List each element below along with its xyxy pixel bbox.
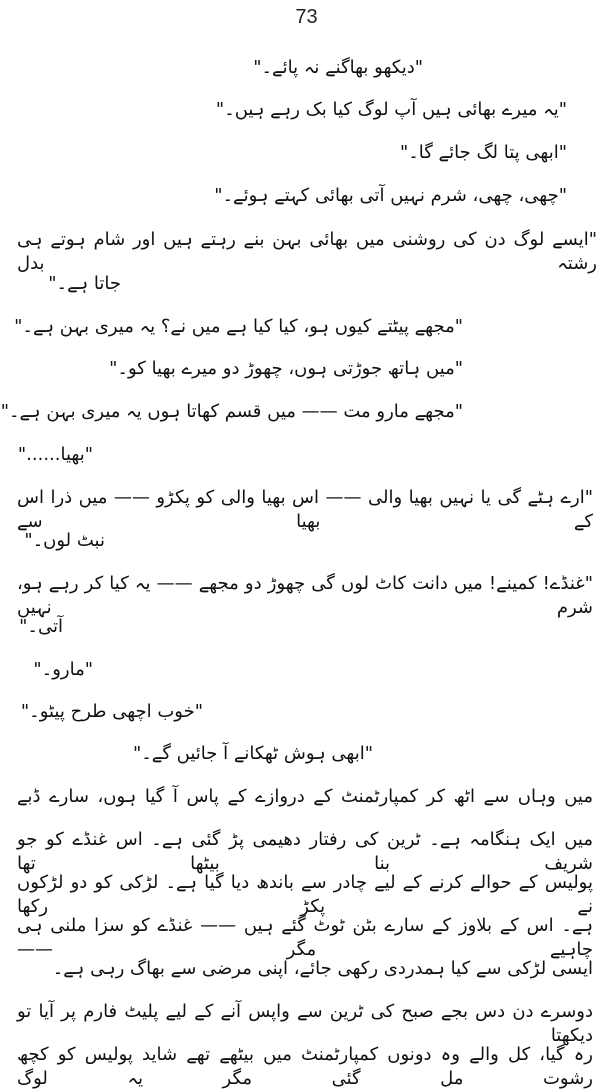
text-line: آتی۔" xyxy=(19,616,63,637)
text-line: "غنڈے! کمینے! میں دانت کاٹ لوں گی چھوڑ دو مجھے —— یہ کیا کر رہے ہو، شرم نہیں xyxy=(17,573,593,618)
text-line: "چھی، چھی، شرم نہیں آتی بھائی کہتے ہوئے۔" xyxy=(214,185,567,206)
text-line: نبٹ لوں۔" xyxy=(24,530,105,551)
text-line: دوسرے دن دس بجے صبح کی ٹرین سے واپس آنے کے لیے پلیٹ فارم پر آیا تو دیکھتا xyxy=(17,1001,593,1046)
text-line: "ابھی پتا لگ جائے گا۔" xyxy=(399,142,567,163)
text-line: میں ایک ہنگامہ ہے۔ ٹرین کی رفتار دھیمی پڑ گئی ہے۔ اس غنڈے کو جو شریف بنا بیٹھا تھا xyxy=(17,829,593,874)
text-line: "بھیا......" xyxy=(17,444,93,465)
text-line: "دیکھو بھاگنے نہ پائے۔" xyxy=(253,57,423,78)
text-line: رہ گیا، کل والے وہ دونوں کمپارٹمنٹ میں بیٹھے تھے شاید پولیس کو کچھ رشوت مل گئی مگر یہ لوگ xyxy=(17,1044,593,1089)
text-line: پولیس کے حوالے کرنے کے لیے چادر سے باندھ دیا گیا ہے۔ لڑکی کو دو لڑکوں نے پکڑ رکھا xyxy=(17,872,593,917)
text-line: "خوب اچھی طرح پیٹو۔" xyxy=(20,701,203,722)
text-line: "میں ہاتھ جوڑتی ہوں، چھوڑ دو میرے بھیا کو۔" xyxy=(109,358,463,379)
text-line: "ارے ہٹے گی یا نہیں بھیا والی —— اس بھیا والی کو پکڑو —— میں ذرا اس کے بھیا سے xyxy=(17,487,593,532)
text-line: جاتا ہے۔" xyxy=(48,273,121,294)
text-line: "مارو۔" xyxy=(33,659,93,680)
text-line: "یہ میرے بھائی ہیں آپ لوگ کیا بک رہے ہیں۔" xyxy=(215,99,567,120)
text-line: "مجھے پیٹتے کیوں ہو، کیا کیا ہے میں نے؟ یہ میری بہن ہے۔" xyxy=(14,316,463,337)
text-line: میں وہاں سے اٹھ کر کمپارٹمنٹ کے دروازے کے پاس آ گیا ہوں، سارے ڈبے xyxy=(17,786,593,807)
text-line: "ابھی ہوش ٹھکانے آ جائیں گے۔" xyxy=(132,743,373,764)
text-line: ایسی لڑکی سے کیا ہمدردی رکھی جائے، اپنی مرضی سے بھاگ رہی ہے۔ xyxy=(52,958,593,979)
text-line: "مجھے مارو مت —— میں قسم کھاتا ہوں یہ میری بہن ہے۔" xyxy=(0,401,463,422)
page-number: 73 xyxy=(295,6,318,28)
text-line: "ایسے لوگ دن کی روشنی میں بھائی بہن بنے رہتے ہیں اور شام ہوتے ہی رشتہ بدل xyxy=(17,229,597,274)
text-line: ہے۔ اس کے بلاوز کے سارے بٹن ٹوٹ گئے ہیں —— غنڈے کو سزا ملنی ہی چاہیے مگر —— xyxy=(17,915,593,960)
